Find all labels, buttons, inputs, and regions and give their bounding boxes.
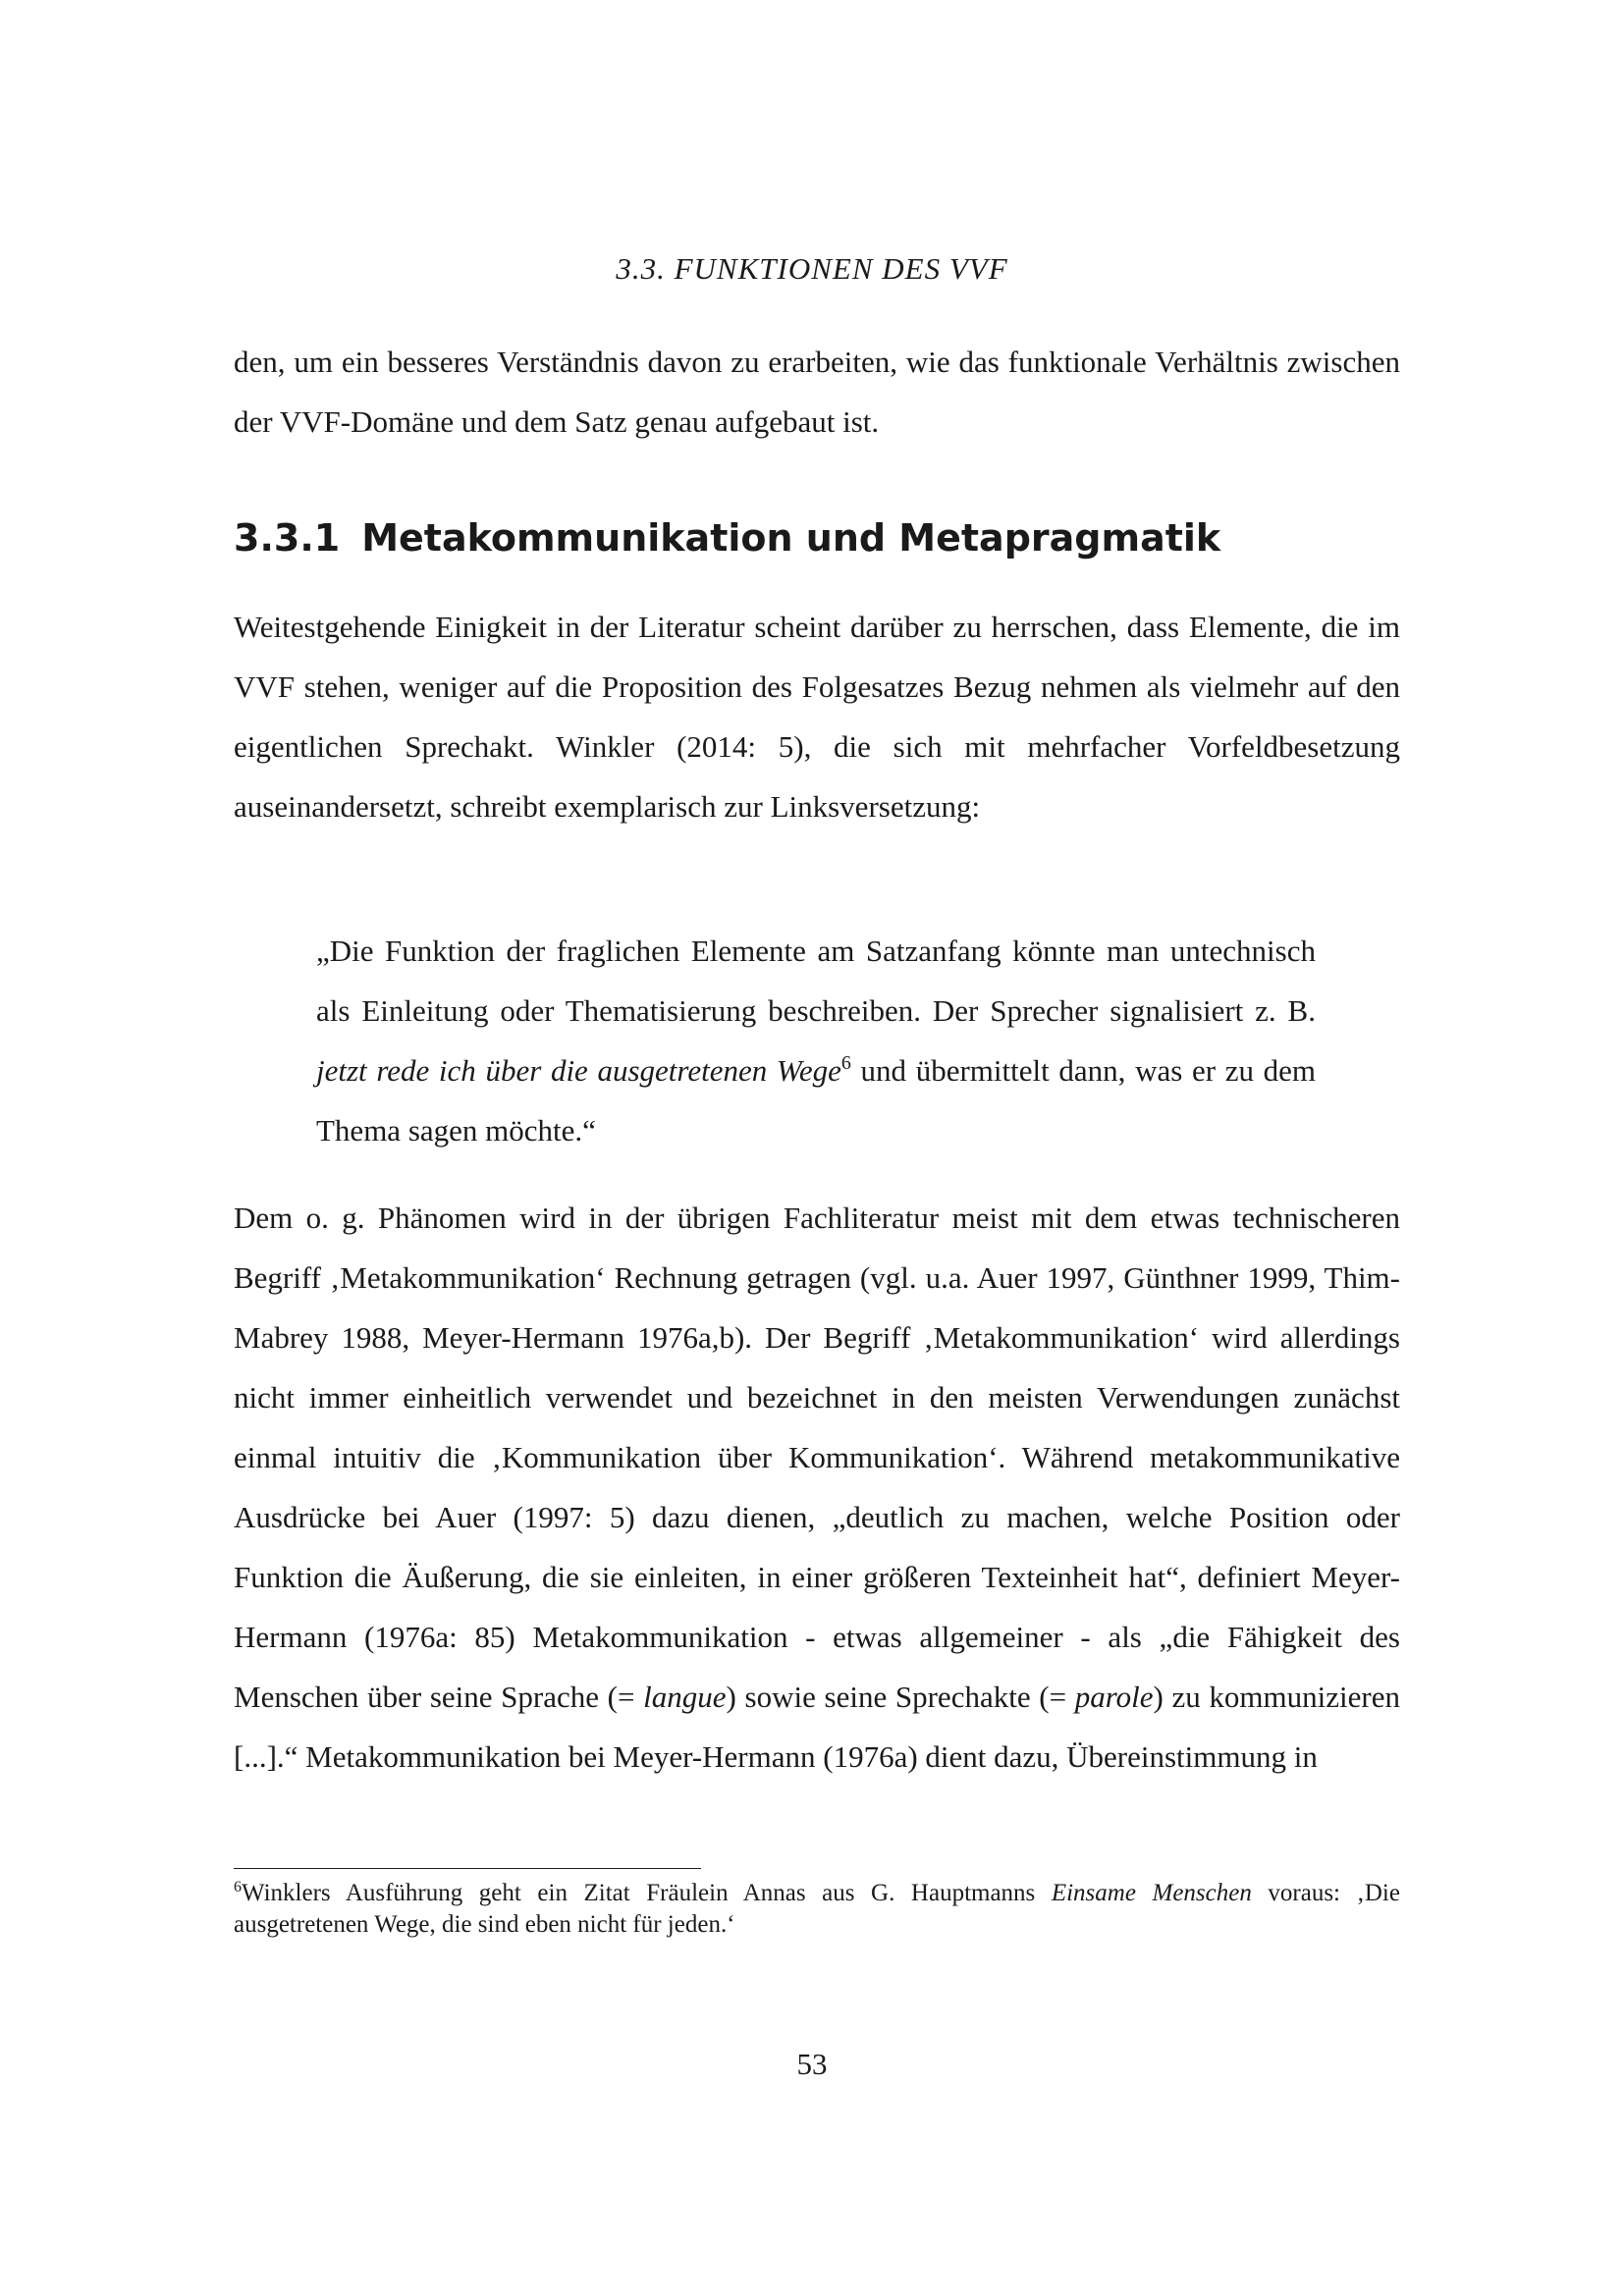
paragraph-1 — [234, 597, 1400, 836]
intro-text: den, um ein besseres Verständnis davon zu erarbeiten, wie das funktionale Verhältnis zwischen der VVF-Domäne und dem Satz genau aufgebaut ist. — [234, 345, 1400, 439]
footnote-number: 6 — [234, 1879, 242, 1896]
section-heading — [234, 516, 1220, 560]
intro-paragraph — [234, 332, 1400, 452]
block-quote — [316, 921, 1316, 1160]
running-header: 3.3. FUNKTIONEN DES VVF — [616, 251, 1008, 286]
footnote-reference[interactable]: 6 — [840, 1052, 851, 1074]
section-number: 3.3.1 — [234, 516, 341, 560]
paragraph-2-part1: Dem o. g. Phänomen wird in der übrigen Fachliteratur meist mit dem etwas technischeren Begriff ‚Metakommunikation‘ Rechnung getragen (vgl. u.a. Auer 1997, Günthner 1999, Thim-Mabrey 1988, Meyer-Hermann 1976a,b). Der Begriff ‚Metakommunikation‘ wird allerdings nicht immer einheitlich verwendet und bezeichnet in den meisten Verwendungen zunächst einmal intuitiv die ‚Kommunikation über Kommunikation‘. Während metakommunikative Ausdrücke bei Auer (1997: 5) dazu dienen, „deutlich zu machen, welche Position oder Funktion die Äußerung, die sie einleiten, in einer größeren Texteinheit hat“, definiert Meyer-Hermann (1976a: 85) Metakommunikation - etwas allgemeiner - als „die Fähigkeit des Menschen über seine Sprache (= — [234, 1201, 1400, 1714]
paragraph-2-part3: ) zu kommunizieren [...].“ Metakommunikation bei Meyer-Hermann (1976a) dient dazu, Übereinstimmung in — [234, 1680, 1400, 1774]
quote-text-end: und übermittelt dann, was er zu dem Thema sagen möchte.“ — [316, 1053, 1316, 1148]
term-langue: langue — [643, 1680, 727, 1714]
footnote-italic: Einsame Menschen — [1051, 1880, 1252, 1906]
footnote-text: Winklers Ausführung geht ein Zitat Fräulein Annas aus G. Hauptmanns — [242, 1880, 1052, 1906]
page-number: 53 — [796, 2047, 828, 2081]
footnote — [234, 1878, 1400, 1941]
footnote-divider — [234, 1868, 701, 1869]
quote-text: „Die Funktion der fraglichen Elemente am Satzanfang könnte man untechnisch als Einleitung oder Thematisierung beschreiben. Der Sprecher signalisiert z. B. — [316, 934, 1316, 1028]
paragraph-1-text: Weitestgehende Einigkeit in der Literatur scheint darüber zu herrschen, dass Elemente, die im VVF stehen, weniger auf die Proposition des Folgesatzes Bezug nehmen als vielmehr auf den eigentlichen Sprechakt. Winkler (2014: 5), die sich mit mehrfacher Vorfeldbesetzung auseinandersetzt, schreibt exemplarisch zur Linksversetzung: — [234, 610, 1400, 824]
section-title: Metakommunikation und Metapragmatik — [361, 516, 1221, 560]
footnote-text-end: voraus: ‚Die ausgetretenen Wege, die sind eben nicht für jeden.‘ — [234, 1880, 1400, 1938]
paragraph-2 — [234, 1188, 1400, 1787]
paragraph-2-text — [234, 1188, 1400, 1787]
paragraph-2-part2: ) sowie seine Sprechakte (= — [726, 1680, 1075, 1714]
quote-italic: jetzt rede ich über die ausgetretenen Wege — [316, 1053, 841, 1088]
term-parole: parole — [1074, 1680, 1154, 1714]
